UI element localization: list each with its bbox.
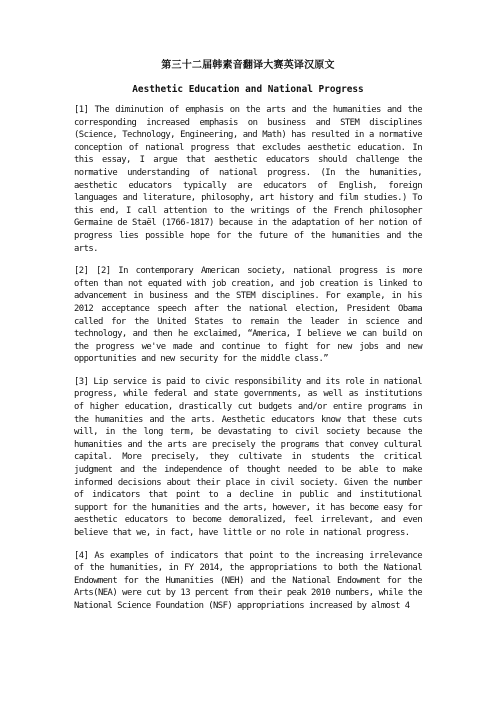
article-body xyxy=(74,104,422,613)
paragraph-3: [3] Lip service is paid to civic responsibility and its role in national progress, while federal and state governments, as well as institutions of higher education, drastically cut budgets and/or entire programs in the humanities and the arts. Aesthetic educators know that these cuts will, in the long term, be devastating to civil society because the humanities and the arts are precisely the programs that convey cultural capital. More precisely, they cultivate in students the critical judgment and the independence of thought needed to be able to make informed decisions about their place in civil society. Given the number of indicators that point to a decline in public and institutional support for the humanities and the arts, however, it has become easy for aesthetic educators to become demoralized, feel irrelevant, and even believe that we, in fact, have little or no role in national progress. xyxy=(74,376,422,538)
paragraph-1: [1] The diminution of emphasis on the arts and the humanities and the corresponding increased emphasis on business and STEM disciplines (Science, Technology, Engineering, and Math) has resulted in a normative conception of national progress that excludes aesthetic education. In this essay, I argue that aesthetic educators should challenge the normative understanding of national progress. (In the humanities, aesthetic educators typically are educators of English, foreign languages and literature, philosophy, art history and film studies.) To this end, I call attention to the writings of the French philosopher Germaine de Staël (1766-1817) because in the adaptation of her notion of progress lies possible hope for the future of the humanities and the arts. xyxy=(74,105,422,254)
paragraph-2: [2] [2] In contemporary American society, national progress is more often than not equated with job creation, and job creation is linked to advancement in business and the STEM disciplines. For example, in his 2012 acceptance speech after the national election, President Obama called for the United States to remain the leader in science and technology, and then he exclaimed, “America, I believe we can build on the progress we've made and continue to fight for new jobs and new opportunities and new security for the middle class.” xyxy=(74,266,422,365)
document-title: 第三十二届韩素音翻译大赛英译汉原文 xyxy=(161,60,335,71)
paragraph-4: [4] As examples of indicators that point to the increasing irrelevance of the humanities, in FY 2014, the appropriations to both the National Endowment for the Humanities (NEH) and the National Endowment for the Arts(NEA) were cut by 13 percent from their peak 2010 numbers, while the National Science Foundation (NSF) appropriations increased by almost 4 xyxy=(74,550,422,611)
article-title: Aesthetic Education and National Progress xyxy=(132,84,364,95)
